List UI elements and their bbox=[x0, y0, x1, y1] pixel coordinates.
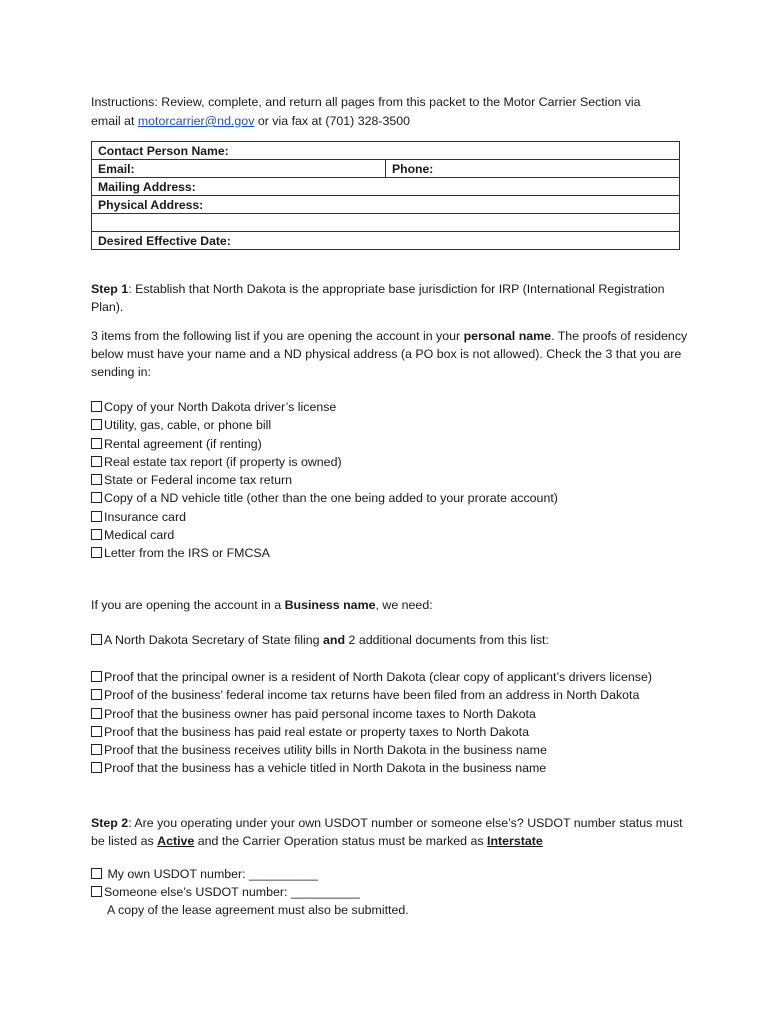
checkbox[interactable] bbox=[91, 529, 102, 540]
checkbox[interactable] bbox=[91, 762, 102, 773]
checklist-item[interactable]: Medical card bbox=[91, 526, 558, 544]
someone-else-usdot-item[interactable]: Someone else’s USDOT number: __________ bbox=[91, 885, 360, 899]
checklist-item[interactable]: Proof that the principal owner is a resident of North Dakota (clear copy of applicant’s drivers license) bbox=[91, 668, 652, 686]
checkbox[interactable] bbox=[91, 726, 102, 737]
effective-date-field[interactable]: Desired Effective Date: bbox=[92, 232, 680, 250]
checklist-item[interactable]: State or Federal income tax return bbox=[91, 471, 558, 489]
checkbox[interactable] bbox=[91, 419, 102, 430]
checkbox[interactable] bbox=[91, 547, 102, 558]
contact-info-table bbox=[91, 141, 680, 250]
phone-field[interactable]: Phone: bbox=[386, 160, 680, 178]
checkbox[interactable] bbox=[91, 689, 102, 700]
business-name-paragraph: If you are opening the account in a Business name, we need: bbox=[91, 598, 433, 612]
checklist-item[interactable]: Insurance card bbox=[91, 508, 558, 526]
checklist-item[interactable]: Proof that the business receives utility bills in North Dakota in the business name bbox=[91, 741, 652, 759]
instructions-line-1: Instructions: Review, complete, and return all pages from this packet to the Motor Carrier Section via bbox=[91, 95, 641, 109]
checklist-item[interactable]: Utility, gas, cable, or phone bill bbox=[91, 416, 558, 434]
blank-field[interactable] bbox=[92, 214, 680, 232]
instructions-line-2: email at motorcarrier@nd.gov or via fax at (701) 328-3500 bbox=[91, 114, 411, 128]
checkbox[interactable] bbox=[91, 511, 102, 522]
mailing-address-field[interactable]: Mailing Address: bbox=[92, 178, 680, 196]
checklist-item[interactable]: Proof that the business has a vehicle titled in North Dakota in the business name bbox=[91, 759, 652, 777]
email-field[interactable]: Email: bbox=[92, 160, 386, 178]
sos-filing-item[interactable]: A North Dakota Secretary of State filing and 2 additional documents from this list: bbox=[91, 633, 549, 647]
checkbox[interactable] bbox=[91, 456, 102, 467]
checklist-item[interactable]: Proof that the business has paid real estate or property taxes to North Dakota bbox=[91, 723, 652, 741]
checkbox[interactable] bbox=[91, 634, 102, 645]
checkbox[interactable] bbox=[91, 744, 102, 755]
personal-checklist bbox=[91, 398, 558, 563]
physical-address-field[interactable]: Physical Address: bbox=[92, 196, 680, 214]
checkbox[interactable] bbox=[91, 474, 102, 485]
checkbox[interactable] bbox=[91, 868, 102, 879]
email-link[interactable]: motorcarrier@nd.gov bbox=[137, 114, 255, 128]
contact-person-field[interactable]: Contact Person Name: bbox=[92, 142, 680, 160]
checkbox[interactable] bbox=[91, 671, 102, 682]
checkbox[interactable] bbox=[91, 401, 102, 412]
lease-note: A copy of the lease agreement must also be submitted. bbox=[107, 903, 409, 917]
checkbox[interactable] bbox=[91, 708, 102, 719]
checklist-item[interactable]: Rental agreement (if renting) bbox=[91, 435, 558, 453]
checklist-item[interactable]: Copy of your North Dakota driver’s license bbox=[91, 398, 558, 416]
own-usdot-item[interactable]: My own USDOT number: __________ bbox=[91, 867, 318, 881]
checkbox[interactable] bbox=[91, 438, 102, 449]
business-checklist bbox=[91, 668, 652, 778]
checkbox[interactable] bbox=[91, 492, 102, 503]
personal-name-paragraph: 3 items from the following list if you are opening the account in your personal name. The proofs of residency below must have your name and a ND physical address (a PO box is not allowed). Check the 3 that you are sending in: bbox=[91, 329, 688, 379]
checklist-item[interactable]: Proof that the business owner has paid personal income taxes to North Dakota bbox=[91, 705, 652, 723]
step2-intro: Step 2: Are you operating under your own USDOT number or someone else’s? USDOT number status must be listed as Active and the Carrier Operation status must be marked as Interstate bbox=[91, 816, 683, 848]
checkbox[interactable] bbox=[91, 886, 102, 897]
checklist-item[interactable]: Proof of the business’ federal income tax returns have been filed from an address in North Dakota bbox=[91, 686, 652, 704]
step1-intro: Step 1: Establish that North Dakota is the appropriate base jurisdiction for IRP (International Registration Plan). bbox=[91, 282, 665, 314]
checklist-item[interactable]: Copy of a ND vehicle title (other than the one being added to your prorate account) bbox=[91, 489, 558, 507]
checklist-item[interactable]: Letter from the IRS or FMCSA bbox=[91, 544, 558, 562]
checklist-item[interactable]: Real estate tax report (if property is owned) bbox=[91, 453, 558, 471]
